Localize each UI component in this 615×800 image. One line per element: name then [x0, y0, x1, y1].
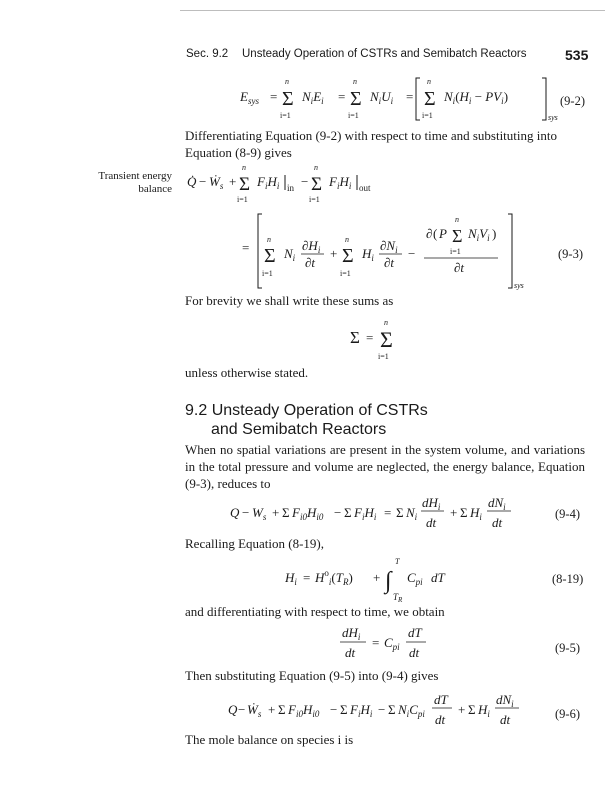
svg-text:n: n — [285, 77, 289, 86]
svg-text:=: = — [366, 330, 374, 345]
equation-number-8-19: (8-19) — [552, 572, 584, 586]
svg-text:dNi: $dN_i$ — [496, 692, 514, 709]
equation-9-6 — [228, 690, 548, 732]
svg-text:=: = — [372, 635, 380, 650]
svg-text:i=1: i=1 — [340, 269, 351, 278]
svg-text:+: + — [450, 505, 458, 520]
paragraph-recalling: Recalling Equation (8-19), — [185, 536, 324, 551]
paragraph-differentiating-time: and differentiating with respect to time, we obtain — [185, 604, 445, 619]
svg-text:dt: dt — [500, 712, 511, 727]
svg-text:i=1: i=1 — [280, 111, 291, 120]
svg-text:Σ: Σ — [396, 505, 404, 520]
svg-text:+: + — [330, 246, 338, 261]
svg-text:−: − — [301, 174, 309, 189]
header-rule — [180, 10, 605, 11]
svg-text:dHi: $dH_i$ — [342, 625, 361, 642]
svg-text:Σ: Σ — [344, 505, 352, 520]
svg-text:FiHi: $F_iH_i$ — [350, 702, 373, 719]
equation-9-3-lhs — [185, 164, 385, 206]
svg-text:FiHi: $F_iH_i$ — [354, 505, 377, 522]
svg-text:Q̇: Q̇ — [187, 174, 197, 189]
equation-9-3-rhs — [240, 210, 540, 290]
svg-text:i=1: i=1 — [309, 195, 320, 204]
svg-text:Ni: $N_i$ — [406, 505, 418, 522]
svg-text:Hi: $H_i$ — [362, 246, 374, 263]
svg-text:Σ: Σ — [340, 702, 348, 717]
equation-number-9-3: (9-3) — [558, 247, 583, 261]
paragraph-then-substituting: Then substituting Equation (9-5) into (9-4) gives — [185, 668, 439, 683]
svg-text:+: + — [458, 702, 466, 717]
svg-text:dt: dt — [426, 515, 437, 530]
svg-text:dt: dt — [492, 515, 503, 530]
svg-text:Σ: Σ — [264, 245, 276, 267]
svg-text:Q: Q — [228, 702, 238, 717]
svg-text:dt: dt — [345, 645, 356, 660]
svg-text:n: n — [455, 215, 459, 224]
svg-text:Hi: $H_i$ — [285, 570, 297, 587]
svg-text:FiHi: $F_iH_i$ — [329, 174, 352, 191]
svg-text:−: − — [408, 246, 416, 261]
svg-text:TR: $T_R$ — [393, 592, 403, 604]
running-title: Unsteady Operation of CSTRs and Semibatch Reactors — [242, 48, 527, 60]
svg-text:n: n — [242, 164, 246, 172]
svg-text:Σ: Σ — [342, 245, 354, 267]
svg-text:Ẇs: Ẇ$_s$ — [247, 702, 262, 719]
svg-text:=: = — [303, 570, 311, 585]
svg-text:dt: dt — [409, 645, 420, 660]
equation-9-4 — [230, 493, 550, 533]
svg-text:=: = — [384, 505, 392, 520]
equation-number-9-5: (9-5) — [555, 641, 580, 655]
svg-text:Σ: Σ — [350, 88, 362, 110]
svg-text:Ẇs: Ẇ$_s$ — [209, 174, 224, 191]
equation-number-9-2: (9-2) — [560, 94, 585, 108]
svg-text:out: out — [359, 183, 371, 193]
svg-text:n: n — [353, 77, 357, 86]
svg-text:−: − — [378, 702, 386, 717]
svg-text:Ni: $N_i$ — [284, 246, 296, 263]
section-heading: 9.2 Unsteady Operation of CSTRs and Semibatch Reactors — [185, 402, 428, 438]
svg-text:Fi0Hi0: $F_{i0}H_{i0}$ — [288, 702, 320, 719]
equation-number-9-6: (9-6) — [555, 707, 580, 721]
equation-8-19 — [285, 556, 465, 604]
svg-text:+: + — [373, 570, 381, 585]
paragraph-mole-balance: The mole balance on species i is — [185, 732, 354, 747]
paragraph-unless: unless otherwise stated. — [185, 365, 309, 380]
svg-text:n: n — [427, 77, 431, 86]
equation-number-9-4: (9-4) — [555, 507, 580, 521]
svg-text:−: − — [242, 505, 250, 520]
svg-text:+: + — [229, 174, 237, 189]
svg-text:P: P — [439, 226, 447, 241]
svg-text:Σ: Σ — [424, 88, 436, 110]
svg-text:NiCpi: $N_iC_{pi}$ — [398, 702, 425, 719]
svg-text:=: = — [242, 240, 250, 255]
svg-text:=: = — [338, 89, 346, 104]
svg-text:Σ: Σ — [282, 505, 290, 520]
svg-text:+: + — [268, 702, 276, 717]
margin-note: Transient energy balance — [98, 170, 172, 195]
svg-text:−: − — [330, 702, 338, 717]
svg-text:i=1: i=1 — [262, 269, 273, 278]
svg-text:+: + — [272, 505, 280, 520]
svg-text:∂t: ∂t — [384, 255, 395, 270]
svg-text:Hi: $H_i$ — [478, 702, 490, 719]
svg-text:Q: Q — [230, 505, 240, 520]
svg-text:n: n — [345, 235, 349, 244]
svg-text:dT: dT — [408, 625, 422, 640]
svg-text:T: T — [395, 557, 400, 566]
svg-text:Cpi: $C_{pi}$ — [384, 635, 400, 652]
eq-9-2-lhs: $E_{sys}$ — [240, 89, 259, 106]
svg-text:NiVi: $N_iV_i$ — [468, 226, 490, 243]
svg-text:Σ: Σ — [460, 505, 468, 520]
svg-text:∂t: ∂t — [454, 260, 465, 275]
svg-text:): ) — [492, 226, 497, 241]
sum-definition — [350, 313, 430, 361]
svg-text:Σ: Σ — [350, 328, 360, 347]
svg-text:sys: sys — [548, 113, 558, 122]
svg-text:i=1: i=1 — [237, 195, 248, 204]
svg-text:Σ: Σ — [452, 226, 463, 246]
svg-text:=: = — [406, 89, 414, 104]
svg-text:n: n — [384, 318, 388, 327]
svg-text:Σ: Σ — [278, 702, 286, 717]
equation-9-2 — [240, 74, 560, 124]
svg-text:∂Hi: $\partial H_i$ — [302, 238, 321, 255]
svg-text:i=1: i=1 — [378, 352, 389, 361]
svg-text:i=1: i=1 — [422, 111, 433, 120]
svg-text:NiUi: $N_iU_i$ — [370, 89, 394, 106]
svg-text:sys: sys — [514, 281, 524, 290]
svg-text:n: n — [314, 164, 318, 172]
page-number: 535 — [565, 47, 589, 63]
sigma: Σ — [282, 88, 294, 110]
svg-text:Ws: $W_s$ — [252, 505, 267, 522]
svg-text:dT: dT — [431, 570, 445, 585]
svg-text:Σ: Σ — [380, 327, 393, 352]
svg-text:FiHi: $F_iH_i$ — [257, 174, 280, 191]
svg-text:Cpi: $C_{pi}$ — [407, 570, 423, 587]
paragraph-no-spatial: When no spatial variations are present in the system volume, and variations in the total pressure and volume are neglected, the energy balance, Equation (9-3), reduces to — [185, 442, 585, 491]
svg-text:∫: ∫ — [385, 568, 392, 594]
svg-text:NiEi: $N_iE_i$ — [302, 89, 324, 106]
svg-text:in: in — [287, 183, 295, 193]
svg-text:Fi0Hi0: $F_{i0}H_{i0}$ — [292, 505, 324, 522]
svg-text:n: n — [267, 235, 271, 244]
svg-text:Hoi(TR): $H^o_i(T_R)$ — [315, 568, 353, 587]
svg-text:Hi: $H_i$ — [470, 505, 482, 522]
svg-text:∂Ni: $\partial N_i$ — [380, 238, 398, 255]
svg-text:i=1: i=1 — [450, 247, 461, 256]
svg-text:∂t: ∂t — [305, 255, 316, 270]
svg-text:Σ: Σ — [388, 702, 396, 717]
svg-text:Ni(Hi − PVi): $N_i(H_i - PV_i)$ — [444, 89, 509, 106]
svg-text:Σ: Σ — [468, 702, 476, 717]
svg-text:∂: ∂ — [426, 226, 433, 241]
svg-text:−: − — [199, 174, 207, 189]
svg-text:Σ: Σ — [239, 174, 251, 195]
svg-text:dNi: $dN_i$ — [488, 495, 506, 512]
svg-text:−: − — [334, 505, 342, 520]
svg-text:dT: dT — [434, 692, 448, 707]
svg-text:−: − — [238, 702, 246, 717]
svg-text:Σ: Σ — [311, 174, 323, 195]
paragraph-differentiating: Differentiating Equation (9-2) with respect to time and substituting into Equation (8-9) gives — [185, 128, 557, 160]
equation-9-5 — [340, 623, 450, 667]
svg-text:dt: dt — [435, 712, 446, 727]
svg-text:=: = — [270, 89, 278, 104]
paragraph-brevity: For brevity we shall write these sums as — [185, 293, 394, 308]
svg-text:(: ( — [433, 226, 438, 241]
svg-text:dHi: $dH_i$ — [422, 495, 441, 512]
section-label: Sec. 9.2 — [186, 48, 229, 60]
svg-text:i=1: i=1 — [348, 111, 359, 120]
